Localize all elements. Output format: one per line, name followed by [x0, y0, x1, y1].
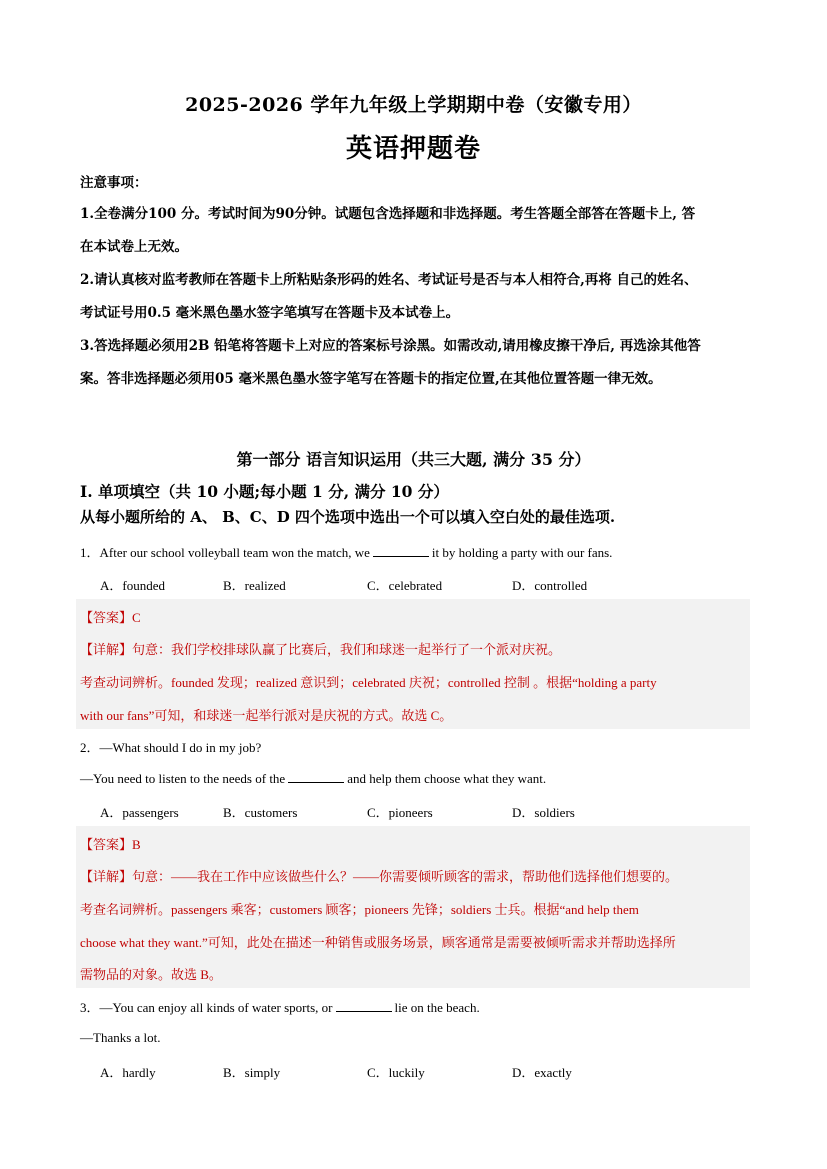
section-title: I. 单项填空（共 10 小题;每小题 1 分, 满分 10 分）: [80, 482, 449, 501]
option-b: B．simply: [223, 1065, 281, 1080]
explanation-line: with our fans”可知，和球迷一起举行派对是庆祝的方式。故选 C。: [80, 708, 453, 723]
stem-text: it by holding a party with our fans.: [431, 545, 613, 560]
option-c: C．luckily: [367, 1065, 425, 1080]
notes-line: 3.答选择题必须用2B 铅笔将答题卡上对应的答案标号涂黑。如需改动,请用橡皮擦干净后, 再选涂其他答: [80, 338, 701, 354]
question-1-stem: [80, 542, 612, 561]
option-a: A．hardly: [100, 1065, 156, 1080]
explanation-line: 需物品的对象。故选 B。: [80, 967, 222, 982]
question-3-reply: —Thanks a lot.: [80, 1030, 161, 1045]
question-2-stem: [80, 770, 546, 787]
notes-line: 2.请认真核对监考教师在答题卡上所粘贴条形码的姓名、考试证号是否与本人相符合,再将 自己的姓名、: [80, 272, 698, 288]
notes-line: 1.全卷满分100 分。考试时间为90分钟。试题包含选择题和非选择题。考生答题全部答在答题卡上, 答: [80, 206, 696, 222]
answer-label: 【答案】C: [80, 610, 141, 625]
stem-text: 1．After our school volleyball team won the match, we: [80, 545, 370, 560]
stem-text: lie on the beach.: [394, 1000, 480, 1015]
option-b: B．customers: [223, 805, 298, 820]
notes-section: [80, 172, 752, 396]
option-c: C．pioneers: [367, 805, 433, 820]
option-a: A．founded: [100, 578, 165, 593]
question-3-stem: [80, 997, 480, 1016]
option-a: A．passengers: [100, 805, 179, 820]
exam-title: 2025-2026 学年九年级上学期期中卷（安徽专用）: [185, 94, 642, 116]
option-c: C．celebrated: [367, 578, 443, 593]
option-d: D．soldiers: [512, 805, 575, 820]
option-b: B．realized: [223, 578, 286, 593]
notes-line: 在本试卷上无效。: [80, 239, 188, 255]
option-d: D．exactly: [512, 1065, 572, 1080]
part-title: 第一部分 语言知识运用（共三大题, 满分 35 分）: [236, 450, 591, 469]
stem-text: and help them choose what they want.: [347, 771, 547, 786]
answer-box-2: [76, 826, 750, 988]
explanation-line: 考查动词辨析。founded 发现；realized 意识到；celebrated 庆祝；controlled 控制 。根据“holding a party: [80, 675, 657, 690]
answer-blank: [373, 544, 429, 557]
stem-text: 3．—You can enjoy all kinds of water sports, or: [80, 1000, 333, 1015]
answer-label: 【答案】B: [80, 837, 141, 852]
explanation-line: 考查名词辨析。passengers 乘客；customers 顾客；pioneers 先锋；soldiers 士兵。根据“and help them: [80, 902, 639, 917]
exam-subtitle: 英语押题卷: [345, 134, 481, 164]
answer-box-1: [76, 599, 750, 729]
notes-heading: 注意事项：: [80, 175, 148, 191]
notes-line: 考试证号用0.5 毫米黑色墨水签字笔填写在答题卡及本试卷上。: [80, 305, 460, 321]
option-d: D．controlled: [512, 578, 588, 593]
explanation-line: choose what they want.”可知，此处在描述一种销售或服务场景，顾客通常是需要被倾听需求并帮助选择所: [80, 935, 676, 950]
section-instruction: 从每小题所给的 A、 B、C、D 四个选项中选出一个可以填入空白处的最佳选项.: [80, 508, 616, 526]
answer-blank: [336, 999, 392, 1012]
notes-line: 案。答非选择题必须用05 毫米黑色墨水签字笔写在答题卡的指定位置,在其他位置答题一律无效。: [80, 371, 662, 387]
question-2-prompt: 2．—What should I do in my job?: [80, 740, 262, 755]
answer-blank: [288, 770, 344, 783]
stem-text: —You need to listen to the needs of the: [80, 771, 286, 786]
explanation-line: 【详解】句意：——我在工作中应该做些什么？——你需要倾听顾客的需求，帮助他们选择他们想要的。: [80, 869, 679, 884]
explanation-line: 【详解】句意：我们学校排球队赢了比赛后，我们和球迷一起举行了一个派对庆祝。: [80, 642, 562, 657]
